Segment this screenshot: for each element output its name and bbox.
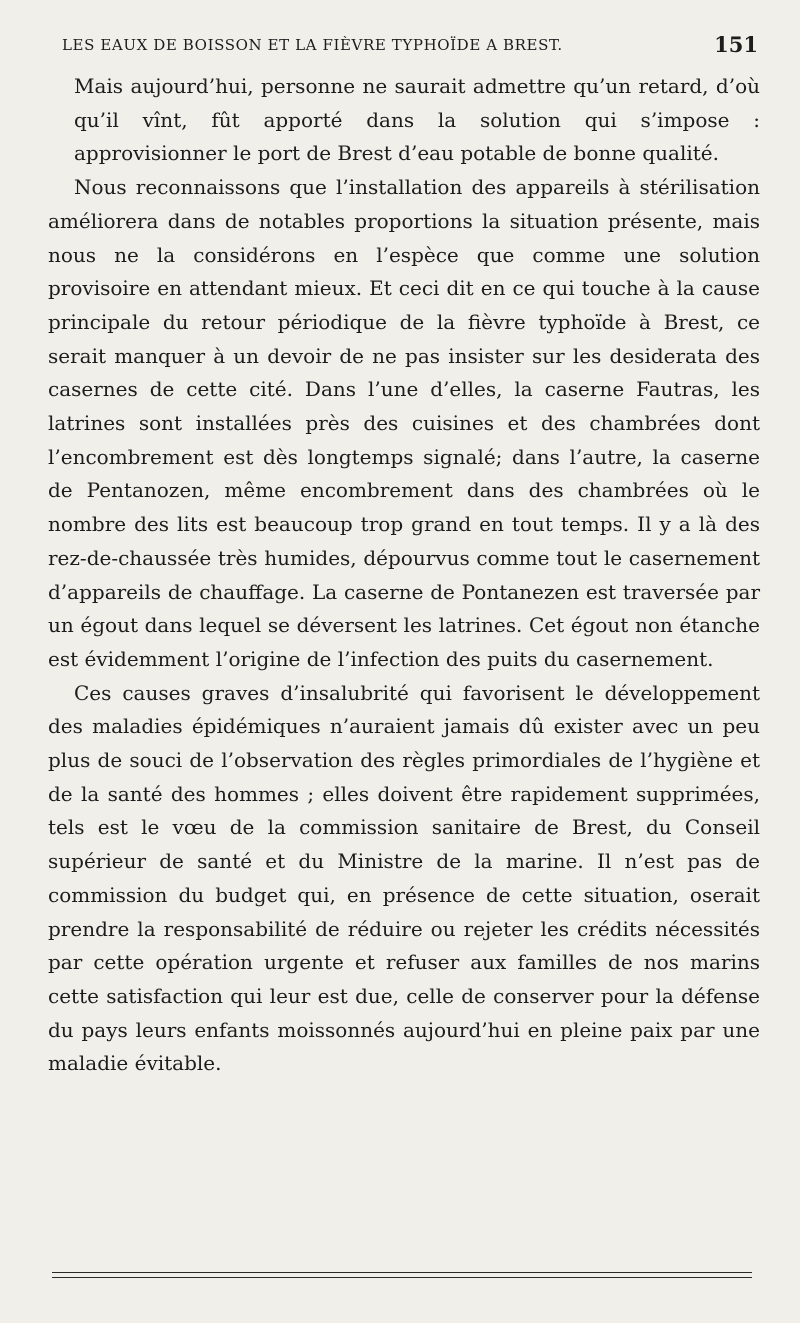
footer-rule-top [52, 1272, 752, 1273]
paragraph-1: Mais aujourd’hui, personne ne saurait admettre qu’un retard, d’où qu’il vînt, fût apporté dans la solution qui s’impose : approvisionner le port de Brest d’eau potable de bonne qualité. [74, 74, 760, 166]
paragraph-2: Nous reconnaissons que l’installation des appareils à stérilisation améliorera dans de notables proportions la situation présente, mais nous ne la considérons en l’espèce que comme une solution provisoire en attendant mieux. Et ceci dit en ce qui touche à la cause principale du retour périodique de la fièvre typhoïde à Brest, ce serait manquer à un devoir de ne pas insister sur les desiderata des casernes de cette cité. Dans l’une d’elles, la caserne Fautras, les latrines sont installées près des cuisines et des chambrées dont l’encombrement est dès longtemps signalé; dans l’autre, la caserne de Pentanozen, même encombrement dans des chambrées où le nombre des lits est beaucoup trop grand en tout temps. Il y a là des rez-de-chaussée très humides, dépourvus comme tout le casernement d’appareils de chauffage. La caserne de Pontanezen est traversée par un égout dans lequel se déversent les latrines. Cet égout non étanche est évidemment l’origine de l’infection des puits du casernement. [48, 175, 760, 671]
paragraph-3: Ces causes graves d’insalubrité qui favorisent le développement des maladies épidémiques n’auraient jamais dû exister avec un peu plus de souci de l’observation des règles primordiales de l’hygiène et de la santé des hommes ; elles doivent être rapidement supprimées, tels est le vœu de la commission sanitaire de Brest, du Conseil supérieur de santé et du Ministre de la marine. Il n’est pas de commission du budget qui, en présence de cette situation, oserait prendre la responsabilité de réduire ou rejeter les crédits nécessités par cette opération urgente et refuser aux familles de nos marins cette satisfaction qui leur est due, celle de conserver pour la défense du pays leurs enfants moissonnés aujourd’hui en pleine paix par une maladie évitable. [48, 680, 760, 1076]
running-title: LES EAUX DE BOISSON ET LA FIÈVRE TYPHOÏDE A BREST. [62, 36, 563, 54]
footer-rule-bottom [52, 1277, 752, 1278]
page-number: 151 [714, 32, 758, 57]
body-text [48, 70, 760, 1081]
running-head [62, 34, 758, 60]
